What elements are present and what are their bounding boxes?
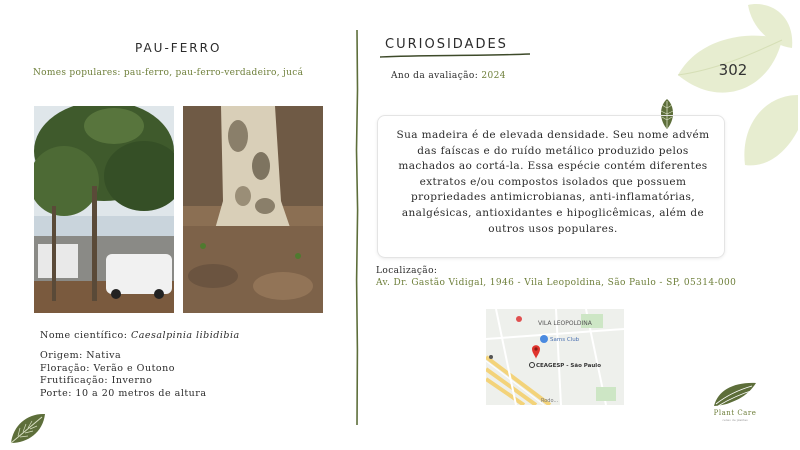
tree-number-badge: 302 (718, 61, 748, 79)
store-pin-icon (540, 335, 548, 343)
tree-photo (34, 106, 174, 313)
scientific-name-line (40, 330, 240, 341)
fact-size: Porte: 10 a 20 metros de altura (40, 387, 207, 399)
title-underline (380, 52, 530, 60)
scientific-label: Nome científico: (40, 330, 131, 341)
popular-names: Nomes populares: pau-ferro, pau-ferro-verdadeiro, jucá (33, 68, 304, 78)
trunk-photo (183, 106, 323, 313)
map-district: VILA LEOPOLDINA (538, 320, 592, 327)
curiosities-title: CURIOSIDADES (385, 37, 508, 52)
fact-flowering: Floração: Verão e Outono (40, 362, 175, 374)
location-address[interactable]: Av. Dr. Gastão Vidigal, 1946 - Vila Leopoldina, São Paulo - SP, 05314-000 (376, 278, 737, 288)
year-value: 2024 (481, 71, 506, 81)
evaluation-year (391, 71, 506, 81)
fact-fruiting: Frutificação: Inverno (40, 375, 153, 386)
leaf-icon-bottom-left (8, 410, 48, 446)
fact-origin: Origem: Nativa (40, 350, 122, 361)
logo-tagline: censo de plantas (722, 418, 748, 422)
year-label: Ano da avaliação: (391, 71, 482, 81)
species-facts (40, 350, 207, 400)
scientific-name: Caesalpinia libidibia (130, 330, 240, 341)
species-title: PAU-FERRO (135, 41, 222, 55)
map-poi-icon (516, 316, 522, 322)
curiosities-card (377, 115, 725, 258)
map-store: Sams Club (550, 337, 580, 343)
curiosities-text: Sua madeira é de elevada densidade. Seu nome advém das faíscas e do ruído metálico produzido pelos machados ao cortá-la. Essa espécie contém diferentes extratos e/ou compostos isolados que possuem propriedades antimicrobianas, anti-inflamatórias, analgésicas, antioxidantes e hipoglicêmicas, além de outros usos populares. (396, 129, 710, 235)
location-label: Localização: (376, 266, 438, 276)
map-road: Rodo... (541, 398, 559, 404)
map-place: CEAGESP - São Paulo (536, 363, 601, 369)
logo-name: Plant Care (713, 409, 757, 417)
location-map[interactable] (486, 309, 624, 405)
column-divider (353, 30, 361, 425)
plant-care-logo-icon (712, 380, 758, 408)
